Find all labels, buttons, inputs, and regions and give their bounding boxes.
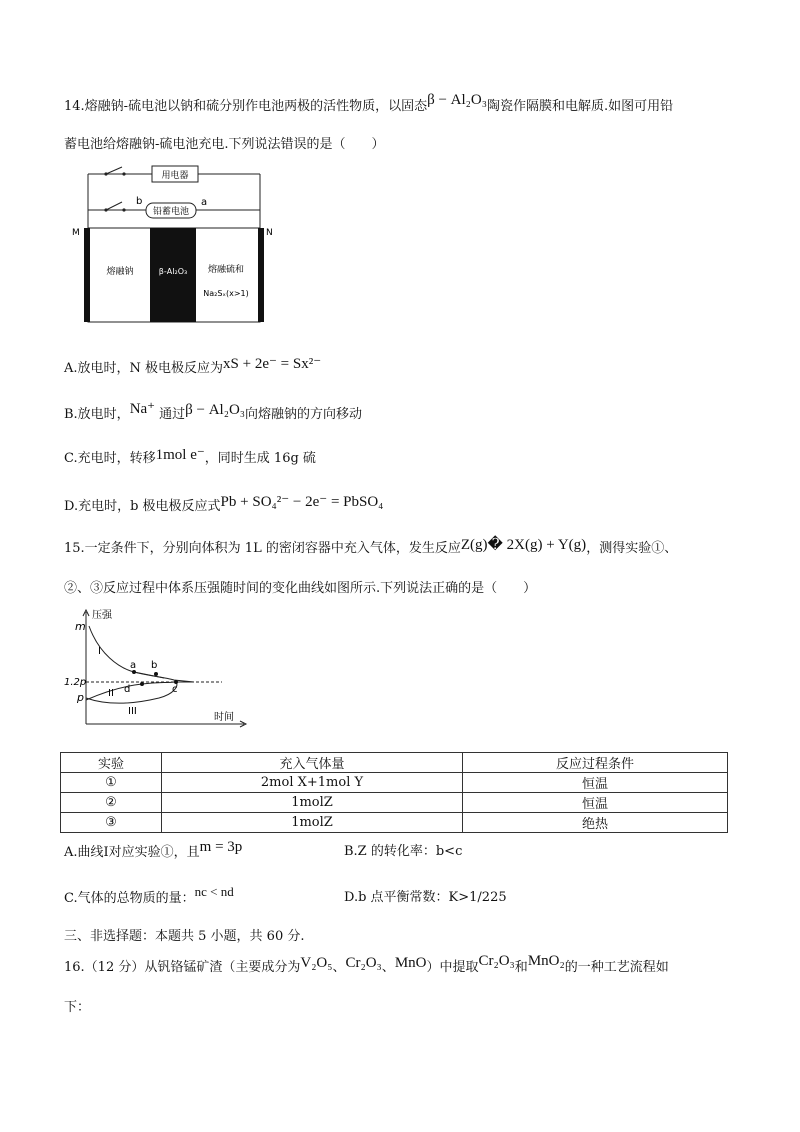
q15-option-b: B.Z 的转化率：b<c xyxy=(344,844,463,859)
q15-option-a-formula: m = 3p xyxy=(199,839,243,855)
q14-option-a xyxy=(64,358,321,379)
q14-stem-part2: 陶瓷作隔膜和电解质.如图可用铅 xyxy=(486,99,674,114)
table-header-cell: 实验 xyxy=(61,753,162,773)
q14-option-a-formula: xS + 2e⁻ = Sx²⁻ xyxy=(223,356,322,372)
table-cell: ② xyxy=(61,793,162,813)
q14-option-d-text: D.充电时，b 极电极反应式 xyxy=(64,499,221,514)
q16-formula-mno2: MnO₂ xyxy=(527,953,565,969)
q16-formula-mno: MnO xyxy=(394,955,427,971)
q16-part4: 的一种工艺流程如 xyxy=(564,960,669,975)
q14-stem-line2: 蓄电池给熔融钠-硫电池充电.下列说法错误的是（ ） xyxy=(64,137,385,152)
tick-p: p xyxy=(77,691,84,704)
point-d-label: d xyxy=(124,684,131,695)
beta-alumina-formula: β − Al₂O₃ xyxy=(427,92,487,108)
q16-sep2: 、 xyxy=(381,960,395,975)
q16-formula-v2o5: V₂O₅ xyxy=(300,955,333,971)
q14-option-c-text1: C.充电时，转移 xyxy=(64,451,156,466)
q14-option-b-text3: 向熔融钠的方向移动 xyxy=(245,407,363,422)
q14-option-b xyxy=(64,401,363,425)
tick-m: m xyxy=(75,620,86,633)
q15-stem-line1 xyxy=(64,538,677,559)
electrode-n-label: N xyxy=(266,228,273,238)
q16-formula-cr2o3-2: Cr₂O₃ xyxy=(478,953,515,969)
q16-stem-line2: 下： xyxy=(64,1000,91,1015)
table-cell: 2mol X+1mol Y xyxy=(162,773,463,793)
table-header-cell: 反应过程条件 xyxy=(463,753,728,773)
middle-region-label: β-Al₂O₃ xyxy=(158,267,188,276)
table-cell: 1molZ xyxy=(162,813,463,833)
q15-stem-line2: ②、③反应过程中体系压强随时间的变化曲线如图所示.下列说法正确的是（ ） xyxy=(64,581,537,596)
q16-sep1: 、 xyxy=(332,960,346,975)
terminal-a-label: a xyxy=(201,197,208,208)
point-d xyxy=(140,682,144,686)
battery-label: 铅蓄电池 xyxy=(152,207,190,217)
table-header-cell: 充入气体量 xyxy=(162,753,463,773)
q16-part2: ）中提取 xyxy=(426,960,479,975)
q14-option-c xyxy=(64,448,316,469)
pressure-time-graph xyxy=(64,606,254,730)
q16-stem-line1 xyxy=(64,953,669,978)
q14-stem-line1 xyxy=(64,92,674,117)
q14-option-a-text: A.放电时，N 极电极反应为 xyxy=(64,361,224,376)
q15-reaction-formula: Z(g)� 2X(g) + Y(g) xyxy=(460,537,587,553)
q15-stem-part2: ，测得实验①、 xyxy=(586,541,678,556)
curve-i-label: I xyxy=(98,646,101,657)
switch-b-label: b xyxy=(136,196,143,207)
q14-option-d-formula: Pb + SO₄²⁻ − 2e⁻ = PbSO₄ xyxy=(220,494,384,510)
section-3-heading: 三、非选择题：本题共 5 小题，共 60 分. xyxy=(64,929,305,944)
tick-1-2p: 1.2p xyxy=(64,677,87,688)
curve-ii-label: II xyxy=(108,688,114,699)
q15-stem-part1: 15.一定条件下，分别向体积为 1L 的密闭容器中充入气体，发生反应 xyxy=(64,541,461,556)
q16-formula-cr2o3: Cr₂O₃ xyxy=(345,955,382,971)
curve-iii-label: III xyxy=(128,706,137,717)
electrode-m-label: M xyxy=(72,228,80,238)
load-label: 用电器 xyxy=(161,171,189,181)
q14-option-b-text1: B.放电时， xyxy=(64,407,130,422)
point-a-label: a xyxy=(130,660,137,671)
electrode-n xyxy=(258,228,264,322)
table-cell: 1molZ xyxy=(162,793,463,813)
q14-option-d xyxy=(64,496,383,517)
x-axis-label: 时间 xyxy=(214,712,234,723)
y-axis-label: 压强 xyxy=(92,610,112,621)
experiment-table xyxy=(60,752,728,833)
q15-option-c-text: C.气体的总物质的量： xyxy=(64,891,195,906)
table-row xyxy=(61,793,728,813)
electrode-m xyxy=(84,228,90,322)
table-header-row xyxy=(61,753,728,773)
table-cell: ① xyxy=(61,773,162,793)
q14-option-c-formula: 1mol e⁻ xyxy=(155,447,205,463)
q14-option-c-text2: ，同时生成 16g 硫 xyxy=(204,451,316,466)
left-region-label: 熔融钠 xyxy=(106,267,134,277)
table-row xyxy=(61,773,728,793)
q16-part3: 和 xyxy=(514,960,528,975)
q14-stem-part1: 14.熔融钠-硫电池以钠和硫分别作电池两极的活性物质，以固态 xyxy=(64,99,428,114)
q14-option-b-formula: β − Al₂O₃ xyxy=(185,402,246,418)
right-region-label-1: 熔融硫和 xyxy=(207,265,245,275)
sodium-sulfur-battery-diagram xyxy=(70,160,280,326)
q15-option-c-formula: nc < nd xyxy=(194,884,234,899)
table-cell: 恒温 xyxy=(463,793,728,813)
q14-option-b-text2: 通过 xyxy=(159,407,186,422)
right-region-label-2: Na₂Sₓ(x>1) xyxy=(203,289,249,298)
q15-option-d: D.b 点平衡常数：K>1/225 xyxy=(344,890,507,905)
table-cell: 绝热 xyxy=(463,813,728,833)
table-row xyxy=(61,813,728,833)
q15-option-a-text: A.曲线Ⅰ对应实验①，且 xyxy=(64,845,200,860)
table-cell: ③ xyxy=(61,813,162,833)
q15-option-a xyxy=(64,839,243,863)
q16-part1: 16.（12 分）从钒铬锰矿渣（主要成分为 xyxy=(64,960,301,975)
point-b xyxy=(154,672,158,676)
table-cell: 恒温 xyxy=(463,773,728,793)
point-b-label: b xyxy=(151,660,158,671)
point-c-label: c xyxy=(172,684,178,695)
sodium-ion-formula: Na⁺ xyxy=(129,401,156,417)
q15-option-c xyxy=(64,884,234,909)
